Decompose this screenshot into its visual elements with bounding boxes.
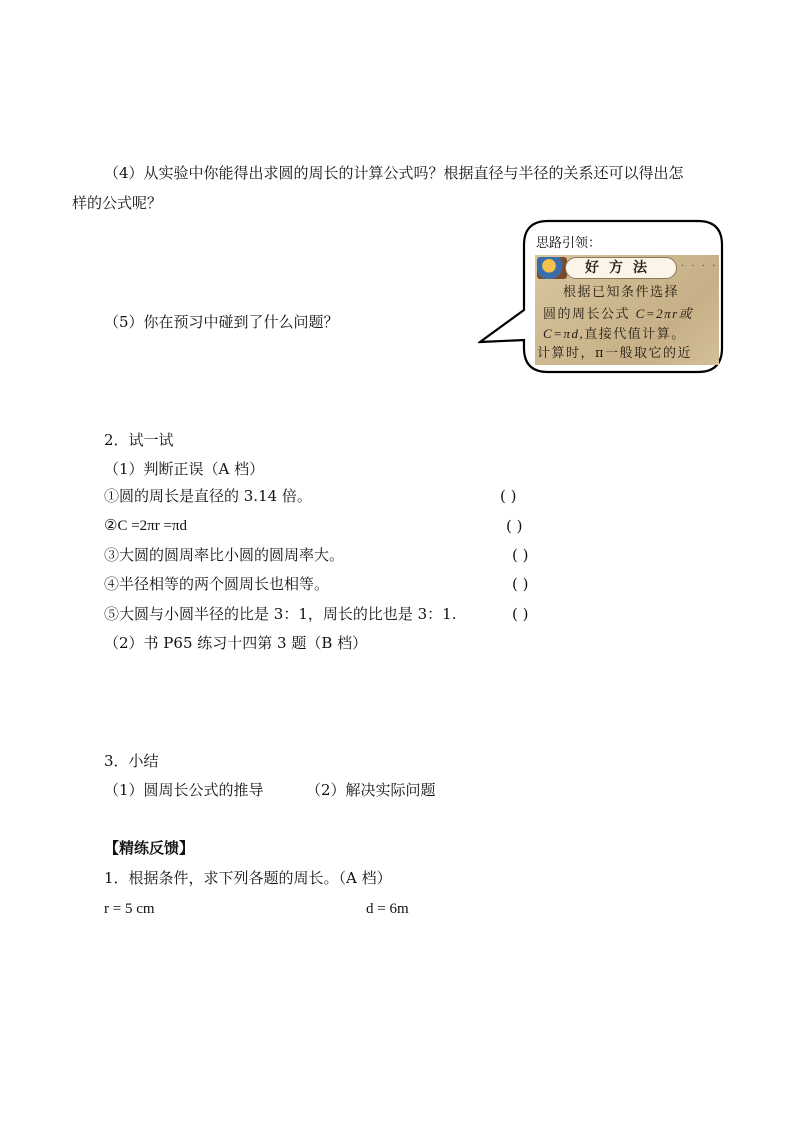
method-line-3-text: 直接代值计算。 xyxy=(584,327,686,342)
method-line-2 xyxy=(543,304,693,325)
method-board-header xyxy=(535,255,719,277)
judge-item-4: ④半径相等的两个圆周长也相等。 xyxy=(104,575,330,593)
question-4-line-1: （4）从实验中你能得出求圆的周长的计算公式吗？根据直径与半径的关系还可以得出怎 xyxy=(104,164,684,182)
judge-item-3: ③大圆的圆周率比小圆的圆周率大。 xyxy=(104,546,345,564)
practice-heading: 【精练反馈】 xyxy=(104,839,195,857)
method-line-4: 计算时，π一般取它的近 xyxy=(537,346,693,361)
given-radius: r = 5 cm xyxy=(104,901,155,917)
answer-blank-2[interactable]: ( ) xyxy=(506,517,523,535)
answer-blank-3[interactable]: ( ) xyxy=(512,546,529,564)
banner-dots-icon: · · · · xyxy=(681,261,718,272)
summary-heading: 3．小结 xyxy=(104,752,159,770)
method-board xyxy=(535,255,719,365)
judge-item-1: ①圆的周长是直径的 3.14 倍。 xyxy=(104,487,312,505)
book-exercise: （2）书 P65 练习十四第 3 题（B 档） xyxy=(104,634,368,652)
try-heading: 2．试一试 xyxy=(104,431,174,449)
formula-c-2pir: C=2πr或 xyxy=(635,306,694,321)
answer-blank-4[interactable]: ( ) xyxy=(512,575,529,593)
question-5: （5）你在预习中碰到了什么问题？ xyxy=(104,313,339,331)
practice-question-1: 1．根据条件，求下列各题的周长。（A 档） xyxy=(104,869,392,887)
hint-bubble xyxy=(478,218,726,378)
formula-c-pid: C=πd, xyxy=(543,326,585,341)
judge-heading: （1）判断正误（A 档） xyxy=(104,460,265,478)
summary-item-1: （1）圆周长公式的推导 xyxy=(104,781,264,799)
method-picture-icon xyxy=(537,257,567,279)
method-banner: 好方法 xyxy=(565,257,677,279)
question-4-line-2: 样的公式呢？ xyxy=(72,194,163,212)
method-line-2-text: 圆的周长公式 xyxy=(543,307,631,322)
hint-title: 思路引领： xyxy=(536,236,602,251)
given-diameter: d = 6m xyxy=(366,901,409,917)
summary-item-2: （2）解决实际问题 xyxy=(306,781,436,799)
method-line-3 xyxy=(543,324,686,345)
method-line-1: 根据已知条件选择 xyxy=(563,285,680,300)
judge-item-2: ②C =2πr =πd xyxy=(104,518,188,534)
judge-item-5: ⑤大圆与小圆半径的比是 3：1，周长的比也是 3：1. xyxy=(104,605,457,623)
answer-blank-5[interactable]: ( ) xyxy=(512,605,529,623)
answer-blank-1[interactable]: ( ) xyxy=(500,487,517,505)
